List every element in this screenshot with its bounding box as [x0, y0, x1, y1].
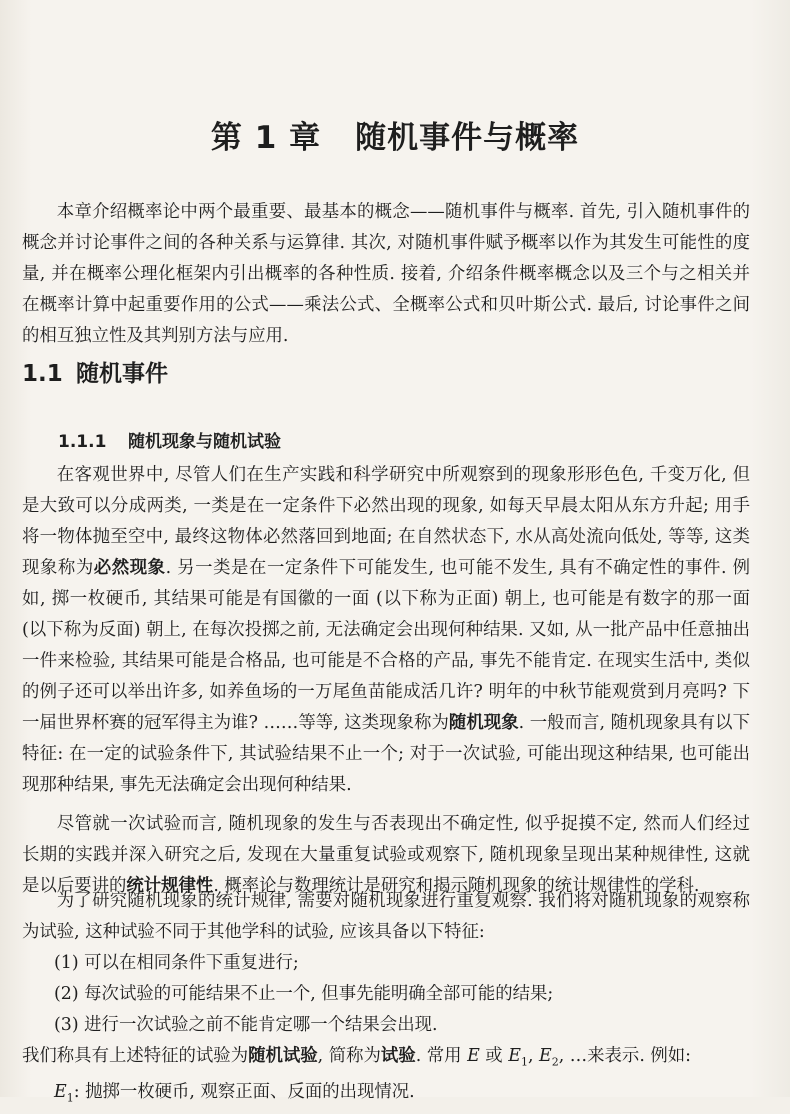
definition-paragraph: 我们称具有上述特征的试验为随机试验, 简称为试验. 常用 E 或 $E_1$, $E_2$, …来表示. 例如:	[22, 1046, 692, 1069]
subsection-number: 1.1.1	[58, 432, 107, 452]
example-e1: $E_1$: 抛掷一枚硬币, 观察正面、反面的出现情况.	[54, 1082, 415, 1105]
symbol-e: E	[467, 1046, 480, 1066]
term-random-phenomenon: 随机现象	[448, 713, 519, 733]
random-experiment-block	[22, 886, 750, 1114]
term-certain-phenomenon: 必然现象	[93, 558, 166, 578]
subsection-title: 随机现象与随机试验	[128, 432, 281, 452]
term-statistical-regularity: 统计规律性	[126, 876, 214, 896]
section-number: 1.1	[22, 361, 63, 387]
paragraph-experiment: 为了研究随机现象的统计规律, 需要对随机现象进行重复观察. 我们将对随机现象的观察称为试验, 这种试验不同于其他学科的试验, 应该具备以下特征:	[22, 891, 750, 942]
symbol-e2: E	[539, 1046, 552, 1066]
intro-paragraph: 本章介绍概率论中两个最重要、最基本的概念——随机事件与概率. 首先, 引入随机事件的概念并讨论事件之间的各种关系与运算律. 其次, 对随机事件赋予概率以作为其发生可能性的度量, 并在概率公理化框架内引出概率的各种性质. 接着, 介绍条件概率概念以及三个与之相关并在概率计算中起重要作用的公式——乘法公式、全概率公式和贝叶斯公式. 最后, 讨论事件之间的相互独立性及其判别方法与应用.	[22, 202, 750, 346]
chapter-name: 随机事件与概率	[355, 120, 580, 156]
term-random-experiment: 随机试验	[248, 1046, 318, 1066]
example-symbol: E	[54, 1082, 67, 1103]
feature-item: (1) 可以在相同条件下重复进行;	[54, 953, 299, 973]
paragraph-statistical-regularity: 尽管就一次试验而言, 随机现象的发生与否表现出不确定性, 似乎捉摸不定, 然而人们经过长期的实践并深入研究之后, 发现在大量重复试验或观察下, 随机现象呈现出某种规律性, 这就是以后要讲的统计规律性. 概率论与数理统计是研究和揭示随机现象的统计规律性的学科.	[22, 814, 750, 896]
feature-item: (3) 进行一次试验之前不能肯定哪一个结果会出现.	[54, 1015, 438, 1035]
example-text: : 抛掷一枚硬币, 观察正面、反面的出现情况.	[73, 1082, 415, 1103]
paragraph-random-phenomena: 在客观世界中, 尽管人们在生产实践和科学研究中所观察到的现象形形色色, 千变万化, 但是大致可以分成两类, 一类是在一定条件下必然出现的现象, 如每天早晨太阳从东方升起; 用手将一物体抛至空中, 最终这物体必然落回到地面; 在自然状态下, 水从高处流向低处, 等等, 这类现象称为必然现象. 另一类是在一定条件下可能发生, 也可能不发生, 具有不确定性的事件. 例如, 掷一枚硬币, 其结果可能是有国徽的一面 (以下称为正面) 朝上, 也可能是有数字的那一面 (以下称为反面) 朝上, 在每次投掷之前, 无法确定会出现何种结果. 又如, 从一批产品中任意抽出一件来检验, 其结果可能是合格品, 也可能是不合格的产品, 事先不能肯定. 在现实生活中, 类似的例子还可以举出许多, 如养鱼场的一万尾鱼苗能成活几许? 明年的中秋节能观赏到月亮吗? 下一届世界杯赛的冠军得主为谁? ……等等, 这类现象称为随机现象. 一般而言, 随机现象具有以下特征: 在一定的试验条件下, 其试验结果不止一个; 对于一次试验, 可能出现这种结果, 也可能出现那种结果, 事先无法确定会出现何种结果.	[22, 465, 751, 795]
symbol-e1: E	[508, 1046, 521, 1066]
section-heading	[22, 355, 168, 388]
chapter-title	[0, 112, 790, 157]
feature-item: (2) 每次试验的可能结果不止一个, 但事先能明确全部可能的结果;	[54, 984, 554, 1004]
random-phenomena-block	[22, 460, 750, 801]
subsection-heading	[58, 427, 281, 452]
chapter-intro	[22, 197, 750, 352]
chapter-number: 第 1 章	[210, 120, 322, 156]
section-title: 随机事件	[76, 361, 168, 387]
term-experiment: 试验	[380, 1046, 416, 1066]
